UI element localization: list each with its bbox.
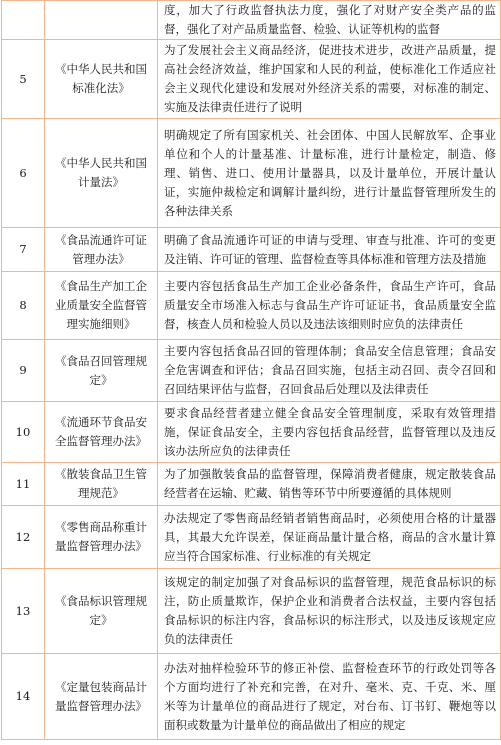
row-number <box>2 1 45 40</box>
regulation-description: 主要内容包括食品召回的管理体制；食品安全信息管理；食品安全危害调查和评估；食品召回实施，包括主动召回、责令召回和召回结果评估与监督，召回食品后处理以及法律责任 <box>158 340 501 402</box>
table-row <box>2 340 501 402</box>
regulation-name: 《中华人民共和国标准化法》 <box>45 40 158 119</box>
regulation-name: 《定量包装商品计量监督管理办法》 <box>45 654 158 740</box>
table-row <box>2 40 501 119</box>
regulation-description: 办法对抽样检验环节的修正补偿、监督检查环节的行政处罚等各个方面均进行了补充和完善，在对升、毫米、克、千克、米、厘米等为计量单位的商品进行了规定，对台布、订书钉、鞭炮等以面积或数量为计量单位的商品做出了相应的规定 <box>158 654 501 740</box>
table-row <box>2 654 501 740</box>
row-number: 7 <box>2 228 45 272</box>
regulation-description: 为了发展社会主义商品经济，促进技术进步，改进产品质量，提高社会经济效益，维护国家和人民的利益，使标准化工作适应社会主义现代化建设和发展对外经济关系的需要，对标准的制定、实施及法律责任进行了说明 <box>158 40 501 119</box>
row-number: 6 <box>2 119 45 228</box>
regulation-name: 《流通环节食品安全监督管理办法》 <box>45 402 158 463</box>
regulation-description: 该规定的制定加强了对食品标识的监督管理，规范食品标识的标注，防止质量欺诈，保护企业和消费者合法权益，主要内容包括食品标识的标注内容，食品标识的标注形式，以及违反该规定应负的法律责任 <box>158 569 501 654</box>
regulation-description: 明确规定了所有国家机关、社会团体、中国人民解放军、企事业单位和个人的计量基准、计量标准，进行计量检定，制造、修理、销售、进口、使用计量器具，以及计量单位，开展计量认证，实施仲裁检定和调解计量纠纷，进行计量监督管理所发生的各种法律关系 <box>158 119 501 228</box>
regulation-description: 明确了食品流通许可证的申请与受理、审查与批准、许可的变更及注销、许可证的管理、监督检查等具体标准和管理方法及措施 <box>158 228 501 272</box>
table-row <box>2 463 501 506</box>
regulation-description: 要求食品经营者建立健全食品安全管理制度，采取有效管理措施，保证食品安全，主要内容包括食品经营，监督管理以及违反该办法所应负的法律责任 <box>158 402 501 463</box>
table-row <box>2 272 501 340</box>
regulation-description: 为了加强散装食品的监督管理，保障消费者健康，规定散装食品经营者在运输、贮藏、销售等环节中所要遵循的具体规则 <box>158 463 501 506</box>
row-number: 13 <box>2 569 45 654</box>
regulation-name: 《零售商品称重计量监督管理办法》 <box>45 506 158 569</box>
row-number: 8 <box>2 272 45 340</box>
table-row <box>2 119 501 228</box>
regulation-name: 《散装食品卫生管理规范》 <box>45 463 158 506</box>
table-row <box>2 1 501 40</box>
regulation-description: 办法规定了零售商品经销者销售商品时，必须使用合格的计量器具，其最大允许误差，保证商品量计量合格，商品的含水量计算应当符合国家标准、行业标准的有关规定 <box>158 506 501 569</box>
regulation-description: 主要内容包括食品生产加工企业必备条件，食品生产许可，食品质量安全市场准入标志与食品生产许可证证书，食品质量安全监督，核查人员和检验人员以及违法该细则时应负的法律责任 <box>158 272 501 340</box>
regulation-name: 《食品标识管理规定》 <box>45 569 158 654</box>
table-row <box>2 402 501 463</box>
regulation-name: 《食品召回管理规定》 <box>45 340 158 402</box>
regulation-name: 《中华人民共和国计量法》 <box>45 119 158 228</box>
row-number: 12 <box>2 506 45 569</box>
regulations-table <box>1 0 501 740</box>
row-number: 10 <box>2 402 45 463</box>
row-number: 11 <box>2 463 45 506</box>
regulation-name: 《食品流通许可证管理办法》 <box>45 228 158 272</box>
regulation-name: 《食品生产加工企业质量安全监督管理实施细则》 <box>45 272 158 340</box>
row-number: 9 <box>2 340 45 402</box>
table-row <box>2 506 501 569</box>
row-number: 14 <box>2 654 45 740</box>
row-number: 5 <box>2 40 45 119</box>
regulation-name <box>45 1 158 40</box>
regulation-description: 度，加大了行政监督执法力度，强化了对财产安全类产品的监督，强化了对产品质量监督、检验、认证等机构的监督 <box>158 1 501 40</box>
table-row <box>2 228 501 272</box>
table-row <box>2 569 501 654</box>
